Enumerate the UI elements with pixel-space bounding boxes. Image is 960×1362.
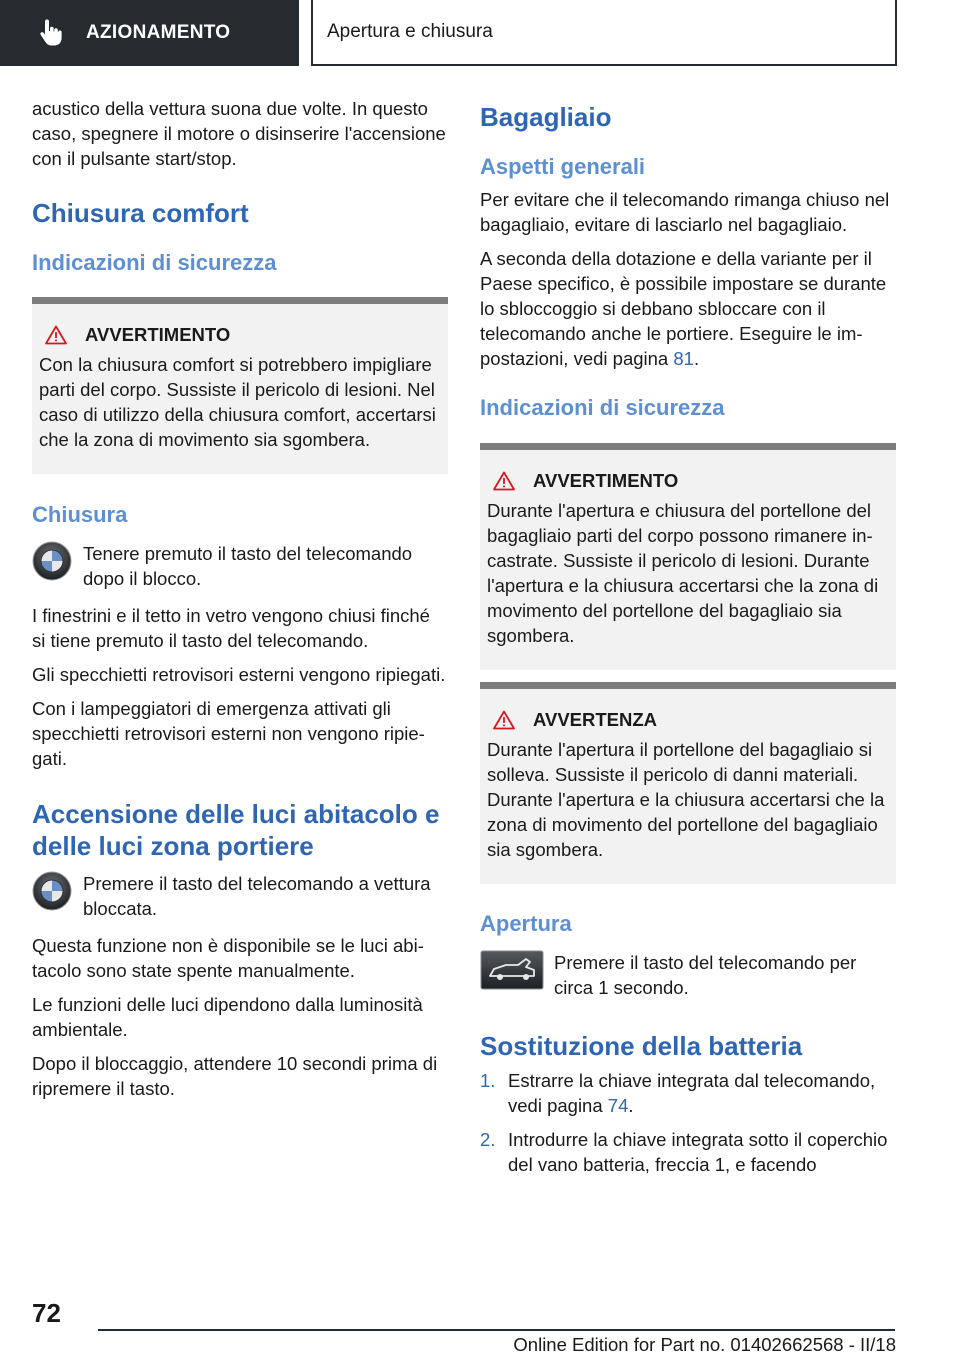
lock-key-instruction [32, 541, 448, 591]
step-item [480, 1068, 896, 1118]
general-heading: Aspetti generali [480, 154, 646, 179]
tailgate-button-icon [480, 950, 544, 990]
unlock-key-instruction [32, 871, 448, 921]
page-link-81[interactable]: 81 [673, 348, 694, 369]
notice-text: Durante l'apertura il portellone del bagagliaio si solleva. Sussiste il pericolo di danni materiali. Durante l'apertura e la chiusura accertarsi che la zona di movimento del portellone del bagagliaio sia sgombera. [487, 739, 885, 860]
lights-instruction: Premere il tasto del telecomando a vettura bloccata. [83, 873, 431, 919]
tailgate-key-instruction [480, 950, 896, 1000]
trunk-heading: Bagagliaio [480, 102, 612, 132]
safety-heading-right: Indicazioni di sicurezza [480, 395, 725, 420]
paragraph-windows: I finestrini e il tetto in vetro vengono chiusi finché si tiene premuto il tasto del telecomando. [32, 605, 430, 651]
safety-heading-left: Indicazioni di sicurezza [32, 250, 277, 275]
step-number: 1. [480, 1070, 496, 1091]
general-paragraph-1: Per evitare che il telecomando rimanga chiuso nel bagagliaio, evitare di lasciarlo nel bagagliaio. [480, 189, 890, 235]
comfort-closing-heading: Chiusura comfort [32, 198, 249, 228]
closing-heading: Chiusura [32, 502, 128, 527]
notice-triangle-icon [493, 710, 515, 730]
warning-text: Durante l'apertura e chiusura del portellone del bagagliaio parti del corpo possono rimanere incastrate. Sussiste il pericolo di lesioni. Durante l'apertura e la chiusura accertarsi che la zona di movimento del portellone del bagagliaio sia sgombera. [487, 500, 879, 646]
paragraph-manual-off: Questa funzione non è disponibile se le luci abitacolo sono state spente manualmente. [32, 935, 424, 981]
warning-label: AVVERTIMENTO [85, 324, 231, 345]
warning-triangle-icon [45, 325, 67, 345]
paragraph-wait: Dopo il bloccaggio, attendere 10 secondi prima di ripremere il tasto. [32, 1053, 438, 1099]
interior-lights-heading: Accensione delle luci abitacolo e delle luci zona portiere [32, 799, 440, 861]
notice-label: AVVERTENZA [533, 709, 658, 730]
battery-steps [480, 1068, 896, 1177]
section-tab [0, 0, 299, 66]
section-title: AZIONAMENTO [86, 22, 231, 43]
opening-heading: Apertura [480, 911, 572, 936]
paragraph-hazard: Con i lampeggiatori di emergenza attivati gli specchietti retrovisori esterni non vengono ripiegati. [32, 698, 425, 769]
footer-divider [98, 1329, 895, 1331]
step-item [480, 1127, 896, 1177]
page-link-74[interactable]: 74 [607, 1095, 629, 1116]
hand-pointer-icon [36, 19, 64, 47]
chapter-title: Apertura e chiusura [311, 0, 897, 66]
general-paragraph-2: A seconda della dotazione e della variante per il Paese specifico, è possibile impostare se durante lo sbloccoggio si debbano sbloccare con il telecomando anche le portiere. Eseguire le impostazioni, vedi pagina 81. [480, 248, 887, 369]
intro-paragraph: acustico della vettura suona due volte. In questo caso, spegnere il motore o disinserire l'accensione con il pulsante start/stop. [32, 98, 446, 169]
page-number: 72 [32, 1298, 61, 1328]
edition-line: Online Edition for Part no. 01402662568 - II/18 [513, 1334, 896, 1355]
closing-instruction: Tenere premuto il tasto del telecomando dopo il blocco. [83, 543, 413, 589]
step-number: 2. [480, 1129, 496, 1150]
key-lock-button-icon [32, 541, 72, 581]
warning-label: AVVERTIMENTO [533, 470, 679, 491]
key-lock-button-icon [32, 871, 72, 911]
step-text: Estrarre la chiave integrata dal telecomando, vedi pagina 74. [508, 1070, 876, 1116]
warning-box-comfort [32, 297, 448, 474]
left-column [32, 96, 448, 1110]
step-text: Introdurre la chiave integrata sotto il coperchio del vano batteria, freccia 1, e facendo [508, 1129, 888, 1175]
paragraph-mirrors: Gli specchietti retrovisori esterni vengono ripiegati. [32, 664, 446, 685]
warning-text: Con la chiusura comfort si potrebbero impigliare parti del corpo. Sussiste il pericolo di lesioni. Nel caso di utilizzo della chiusura comfort, accertarsi che la zona di movimento sia sgombera. [39, 354, 436, 450]
paragraph-light-function: Le funzioni delle luci dipendono dalla luminosità ambientale. [32, 994, 423, 1040]
right-column [480, 96, 896, 1186]
opening-instruction: Premere il tasto del telecomando per circa 1 secondo. [554, 952, 857, 998]
warning-box-trunk [480, 443, 896, 670]
battery-heading: Sostituzione della batteria [480, 1031, 803, 1061]
warning-triangle-icon [493, 471, 515, 491]
notice-box-trunk [480, 682, 896, 884]
